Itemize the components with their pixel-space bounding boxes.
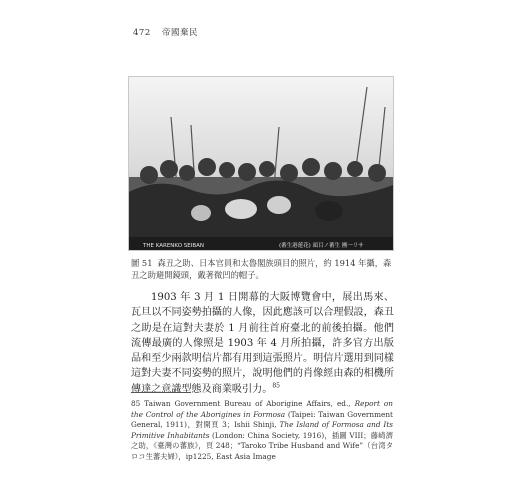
- figure-caption-text: 森丑之助、日本官員和太魯閣族頭目的照片，約 1914 年攝，森丑之助避開鏡頭，戴著微凹的帽子。: [131, 258, 392, 280]
- footnote-text-3: (London: China Society, 1916)，插圖 VIII；藤崎濟之助，《臺灣の蕃族》，頁 248；“Taroko Tribe Husband and Wife”（台湾タロコ生蕃夫婦），ip1225, East Asia Image: [131, 430, 393, 461]
- footnote-text-2: (Taipei: Taiwan Government General, 1911)，對開頁 3；Ishii Shinji,: [131, 409, 393, 429]
- footnote-title-2: The Island of Formosa and Its Primitive Inhabitants: [131, 420, 393, 440]
- running-title: 帝國棄民: [161, 28, 198, 38]
- page-number: 472: [133, 28, 151, 38]
- crowd-silhouettes: [129, 158, 393, 237]
- body-paragraph-text: 1903 年 3 月 1 日開幕的大阪博覽會中，展出馬來、瓦旦以不同姿勢拍攝的人像，因此應該可以合理假設，森丑之助是在這對夫妻於 1 月前往首府臺北的前後拍攝。他們流傳最廣的人像照是 1903 年 4 月所拍攝，許多官方出版品和至少兩款明信片都有用到這張照片。明信片選用到同樣這對夫妻不同姿勢的照片，說明他們的肖像經由森的相機所傳達之意識型態及商業吸引力。: [131, 292, 394, 395]
- footnote: [131, 399, 393, 462]
- footnote-divider: [131, 392, 191, 393]
- figure-caption: [131, 257, 397, 281]
- photo-caption-right: (蕃生港蓮花) 頭目ノ蕃生 團一リサ: [279, 243, 364, 249]
- footnote-reference: 85: [272, 382, 280, 390]
- running-header: [133, 26, 206, 38]
- body-paragraph: [131, 290, 394, 397]
- historical-photograph: [128, 76, 394, 251]
- photo-caption-left: THE KARENKO SEIBAN: [143, 243, 205, 249]
- footnote-title-1: Report on the Control of the Aborigines in Formosa: [131, 399, 393, 419]
- figure-number: 圖 51: [131, 258, 153, 268]
- footnote-text-1: Taiwan Government Bureau of Aborigine Affairs, ed.,: [144, 399, 355, 408]
- footnote-number: 85: [131, 399, 141, 408]
- photo-image: [129, 77, 393, 250]
